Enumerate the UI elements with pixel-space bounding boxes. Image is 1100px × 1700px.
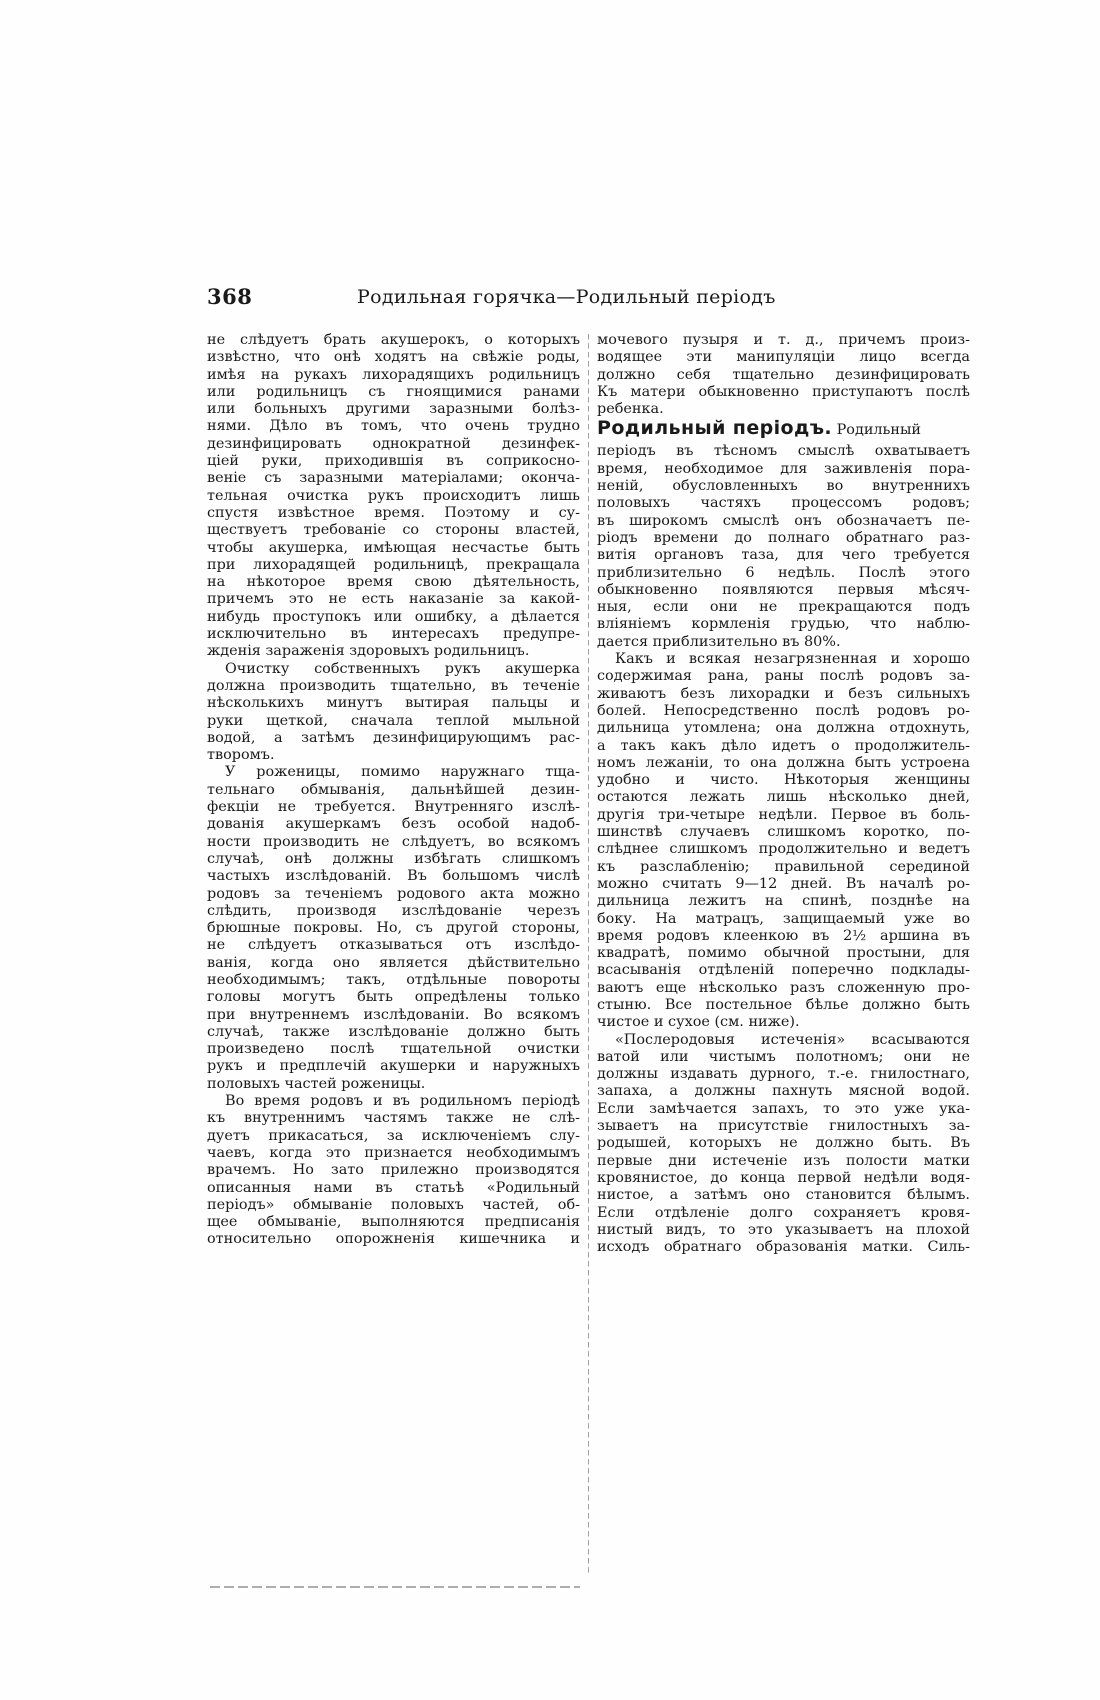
text-line: при лихорадящей родильницѣ, прекращала <box>207 556 580 573</box>
text-line: мочевого пузыря и т. д., причемъ произ- <box>597 332 970 348</box>
section-heading: Родильный періодъ. <box>597 417 833 440</box>
text-line: творомъ. <box>207 747 275 764</box>
text-line: Очистку собственныхъ рукъ акушерка <box>225 660 580 677</box>
text-line: ватой или чистымъ полотномъ; они не <box>597 1048 970 1065</box>
text-line: имѣя на рукахъ лихорадящихъ родильницъ <box>207 366 580 383</box>
text-line: номъ лежаніи, то она должна быть устроена <box>597 754 970 771</box>
text-line: а такъ какъ дѣло идетъ о продолжитель- <box>597 737 970 754</box>
text-line: водой, а затѣмъ дезинфицирующимъ рас- <box>207 729 580 746</box>
text-line: тельнаго обмыванія, дальнѣйшей дезин- <box>207 781 580 798</box>
running-title: Родильная горячка—Родильный періодъ <box>357 286 776 308</box>
text-line: произведено послѣ тщательной очистки <box>207 1041 580 1058</box>
text-line: удобно и чисто. Нѣкоторыя женщины <box>597 772 970 789</box>
text-line: исключительно въ интересахъ предупре- <box>207 626 580 643</box>
left-column <box>207 332 580 1570</box>
column-divider <box>588 334 589 1574</box>
text-line: къ внутреннимъ частямъ также не слѣ- <box>207 1110 580 1127</box>
text-line: дованія акушеркамъ безъ особой надоб- <box>207 816 580 833</box>
text-line: ществуетъ требованіе со стороны властей, <box>207 522 580 539</box>
text-line: слѣднее слишкомъ продолжительно и ведетъ <box>597 841 970 858</box>
text-line: брюшные покровы. Но, съ другой стороны, <box>207 920 580 937</box>
text-line: Если отдѣленіе долго сохраняетъ кровя- <box>597 1204 970 1221</box>
text-line: періодъ» обмываніе половыхъ частей, об- <box>207 1196 580 1213</box>
text-line: относительно опорожненія кишечника и <box>207 1231 580 1248</box>
text-line: частыхъ изслѣдованій. Въ большомъ числѣ <box>207 868 580 885</box>
text-line: извѣстно, что онѣ ходятъ на свѣжіе роды, <box>207 349 580 366</box>
text-line: врачемъ. Но зато прилежно производятся <box>207 1162 580 1179</box>
text-line: дается приблизительно въ 80%. <box>597 633 841 650</box>
section-heading-continuation: Родильный <box>836 422 922 439</box>
text-line: слѣдить, производя изслѣдованіе черезъ <box>207 902 580 919</box>
text-line: Къ матери обыкновенно приступаютъ послѣ <box>597 383 970 400</box>
text-line: вліяніемъ кормленія грудью, что наблю- <box>597 616 970 633</box>
text-line: родышей, которыхъ не должно быть. Въ <box>597 1135 970 1152</box>
text-line: руки щеткой, сначала теплой мыльной <box>207 712 580 729</box>
text-line: содержимая рана, раны послѣ родовъ за- <box>597 668 970 685</box>
text-line: должна производить тщательно, въ теченіе <box>207 677 580 694</box>
text-line: дильница утомлена; она должна отдохнуть, <box>597 720 970 737</box>
right-column <box>597 332 970 1570</box>
text-line: боку. На матрацъ, защищаемый уже во <box>597 910 970 927</box>
text-line: дуетъ прикасаться, за исключеніемъ слу- <box>207 1127 580 1144</box>
text-line: болей. Непосредственно послѣ родовъ ро- <box>597 702 970 719</box>
text-line: ваютъ еще нѣсколько разъ сложенную про- <box>597 979 970 996</box>
text-line: стыню. Все постельное бѣлье должно быть <box>597 996 970 1013</box>
text-line: ныя, если они не прекращаются подъ <box>597 599 970 616</box>
text-line: случаѣ, онѣ должны избѣгать слишкомъ <box>207 850 580 867</box>
text-line: можно считать 9—12 дней. Въ началѣ ро- <box>597 875 970 892</box>
text-line: ціей руки, приходившія въ соприкосно- <box>207 453 580 470</box>
text-line: дильница лежитъ на спинѣ, позднѣе на <box>597 893 970 910</box>
text-line: шинствѣ случаевъ слишкомъ коротко, по- <box>597 824 970 841</box>
text-line: живаютъ безъ лихорадки и безъ сильныхъ <box>597 685 970 702</box>
text-line: щее обмываніе, выполняются предписанія <box>207 1214 580 1231</box>
text-line: чаевъ, когда это признается необходимымъ <box>207 1144 580 1161</box>
text-line: всасыванія отдѣленій поперечно подклады- <box>597 962 970 979</box>
text-line: обыкновенно появляются первыя мѣсяч- <box>597 581 970 598</box>
text-line: должно себя тщательно дезинфицировать <box>597 366 970 383</box>
text-line: запаха, а должны пахнуть мясной водой. <box>597 1083 970 1100</box>
text-line: нями. Дѣло въ томъ, что очень трудно <box>207 418 580 435</box>
text-line: Какъ и всякая незагрязненная и хорошо <box>615 651 970 668</box>
text-line: ванія, когда оно является дѣйствительно <box>207 954 580 971</box>
text-line: въ широкомъ смыслѣ онъ обозначаетъ пе- <box>597 512 970 529</box>
text-line: спустя извѣстное время. Поэтому и су- <box>207 504 580 521</box>
text-line: Если замѣчается запахъ, то это уже ука- <box>597 1100 970 1117</box>
bottom-rule <box>210 1586 580 1588</box>
text-line: нистый видъ, то это указываетъ на плохой <box>597 1221 970 1238</box>
text-line: не слѣдуетъ отказываться отъ изслѣдо- <box>207 937 580 954</box>
text-line: чистое и сухое (см. ниже). <box>597 1014 800 1031</box>
text-line: веніе съ заразными матеріалами; оконча- <box>207 470 580 487</box>
text-line: другія три-четыре недѣли. Первое въ боль- <box>597 806 970 823</box>
text-line: «Послеродовыя истеченія» всасываются <box>615 1031 970 1048</box>
text-line: У роженицы, помимо наружнаго тща- <box>225 764 580 781</box>
text-line: время родовъ клеенкою въ 2½ аршина въ <box>597 927 970 944</box>
text-line: Во время родовъ и въ родильномъ періодѣ <box>225 1093 580 1110</box>
text-line: причемъ это не есть наказаніе за какой- <box>207 591 580 608</box>
text-line: нистое, а затѣмъ оно становится бѣлымъ. <box>597 1187 970 1204</box>
text-line: не слѣдуетъ брать акушерокъ, о которыхъ <box>207 332 580 348</box>
text-line: витія органовъ таза, для чего требуется <box>597 547 970 564</box>
text-line: чтобы акушерка, имѣющая несчастье быть <box>207 539 580 556</box>
text-line: нѣсколькихъ минутъ вытирая пальцы и <box>207 695 580 712</box>
text-line: головы могутъ быть опредѣлены только <box>207 989 580 1006</box>
text-line: или больныхъ другими заразными болѣз- <box>207 401 580 418</box>
text-line: остаются лежать лишь нѣсколько дней, <box>597 789 970 806</box>
text-line: половыхъ частяхъ процессомъ родовъ; <box>597 495 970 512</box>
text-line: ности производить не слѣдуетъ, во всякомъ <box>207 833 580 850</box>
text-line: приблизительно 6 недѣль. Послѣ этого <box>597 564 970 581</box>
text-line: жденія зараженія здоровыхъ родильницъ. <box>207 643 530 660</box>
text-line: неній, обусловленныхъ во внутреннихъ <box>597 478 970 495</box>
text-line: зываетъ на присутствіе гнилостныхъ за- <box>597 1118 970 1135</box>
text-line: случаѣ, также изслѣдованіе должно быть <box>207 1023 580 1040</box>
text-line: нибудь проступокъ или ошибку, а дѣлается <box>207 608 580 625</box>
text-line: ріодъ времени до полнаго обратнаго раз- <box>597 529 970 546</box>
text-line: водящее эти манипуляціи лицо всегда <box>597 349 970 366</box>
page-header <box>207 284 967 314</box>
text-line: фекціи не требуется. Внутренняго изслѣ- <box>207 799 580 816</box>
text-line: къ разслабленію; правильной серединой <box>597 858 970 875</box>
text-line: время, необходимое для заживленія пора- <box>597 460 970 477</box>
text-line: первые дни истеченіе изъ полости матки <box>597 1152 970 1169</box>
page-number: 368 <box>207 284 253 309</box>
text-line: на нѣкоторое время свою дѣятельность, <box>207 574 580 591</box>
text-line: квадратѣ, помимо обычной простыни, для <box>597 945 970 962</box>
section-heading-line <box>597 417 970 442</box>
text-line: періодъ въ тѣсномъ смыслѣ охватываетъ <box>597 443 970 460</box>
text-line: или родильницъ съ гноящимися ранами <box>207 383 580 400</box>
text-line: необходимымъ; такъ, отдѣльные повороты <box>207 971 580 988</box>
text-line: должны издавать дурного, т.-е. гнилостнаго, <box>597 1066 970 1083</box>
text-line: половыхъ частей роженицы. <box>207 1075 426 1092</box>
text-line: при внутреннемъ изслѣдованіи. Во всякомъ <box>207 1006 580 1023</box>
text-line: кровянистое, до конца первой недѣли водя- <box>597 1169 970 1186</box>
text-line: исходъ обратнаго образованія матки. Силь- <box>597 1239 970 1256</box>
text-line: дезинфицировать однократной дезинфек- <box>207 435 580 452</box>
text-line: ребенка. <box>597 401 664 418</box>
text-line: рукъ и предплечій акушерки и наружныхъ <box>207 1058 580 1075</box>
text-line: тельная очистка рукъ происходитъ лишь <box>207 487 580 504</box>
text-line: описанныя нами въ статьѣ «Родильный <box>207 1179 580 1196</box>
text-line: родовъ за теченіемъ родового акта можно <box>207 885 580 902</box>
